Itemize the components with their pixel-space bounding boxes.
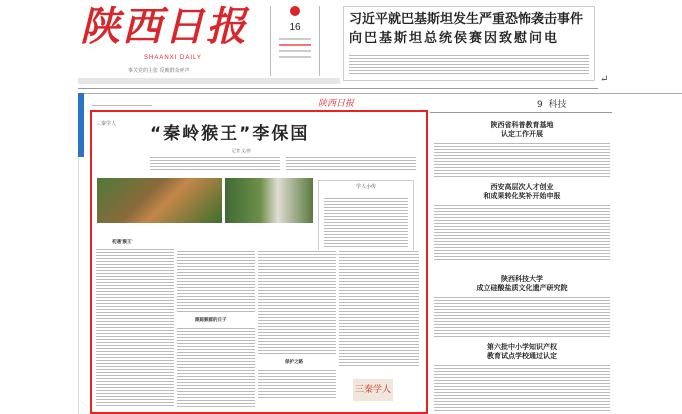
article-body: [434, 296, 610, 338]
date-line: [279, 50, 311, 52]
body-column: [258, 250, 336, 356]
subhead: 跟踪猴群的日子: [195, 318, 227, 323]
scroll-indicator[interactable]: [78, 93, 84, 157]
top-news-box[interactable]: [343, 6, 595, 81]
column-seal: 三秦学人: [353, 379, 393, 401]
subhead: 初遇'猴王': [112, 240, 133, 245]
page-logo: 陕西日报: [318, 99, 355, 109]
section-name: 科技: [548, 100, 567, 110]
section-number: 9: [537, 100, 543, 110]
article-headline: 陕西科技大学: [501, 274, 543, 283]
newspaper-logo: 陕西日报: [80, 3, 248, 50]
article-headline: 陕西省科普教育基地: [490, 120, 554, 129]
news-article[interactable]: [434, 120, 610, 178]
news-article[interactable]: [434, 274, 610, 338]
top-headline-2: 向巴基斯坦总统侯赛因致慰问电: [349, 31, 560, 46]
article-headline: 认定工作开展: [501, 129, 543, 138]
date-line: [279, 38, 311, 40]
date-line: [279, 56, 311, 58]
article-headline: 西安高层次人才创业: [490, 182, 554, 191]
top-headline-1: 习近平就巴基斯坦发生严重恐怖袭击事件: [349, 12, 584, 27]
intro-text: [286, 156, 416, 172]
date-line: [279, 44, 311, 46]
bio-title: 学人小传: [356, 184, 377, 190]
intro-text: [150, 156, 280, 172]
article-headline: 和成果转化奖补开始申报: [483, 191, 561, 200]
newspaper-logo-en: SHAANXI DAILY: [144, 55, 202, 61]
monkey-photo: [97, 178, 222, 223]
date-day: 16: [289, 22, 301, 33]
article-headline: 成立硅酸盐质文化遗产研究院: [476, 283, 568, 292]
date-box: [270, 6, 320, 76]
body-column: [258, 369, 336, 400]
scientist-photo: [225, 178, 313, 223]
body-column: [177, 327, 255, 408]
top-news-body: [349, 54, 589, 76]
article-headline: 第六批中小学知识产权: [487, 342, 557, 351]
column-label: 三秦学人: [96, 121, 117, 127]
news-article[interactable]: [434, 342, 610, 412]
return-mark-icon: ↵: [600, 74, 609, 85]
article-body: [434, 142, 610, 178]
article-body: [434, 364, 610, 412]
bio-box: [318, 180, 414, 255]
page-header-text: [92, 104, 152, 108]
article-body: [434, 204, 610, 260]
byline: 记者 文/图: [232, 148, 251, 153]
body-column: [177, 250, 255, 314]
divider: [78, 88, 598, 89]
slogan: 事关党的主张 反映群众呼声: [128, 68, 190, 74]
body-column: [96, 248, 174, 408]
emblem-icon: [290, 6, 300, 16]
article-title: “秦岭猴王”李保国: [150, 124, 310, 144]
news-article[interactable]: [434, 182, 610, 260]
bio-text: [324, 197, 408, 247]
masthead-info-bar: [78, 78, 340, 84]
body-column: [339, 250, 419, 368]
article-headline: 教育试点学校通过认定: [487, 351, 557, 360]
subhead: 保护之路: [285, 360, 303, 365]
divider: [430, 112, 612, 113]
page-section: [537, 100, 566, 111]
